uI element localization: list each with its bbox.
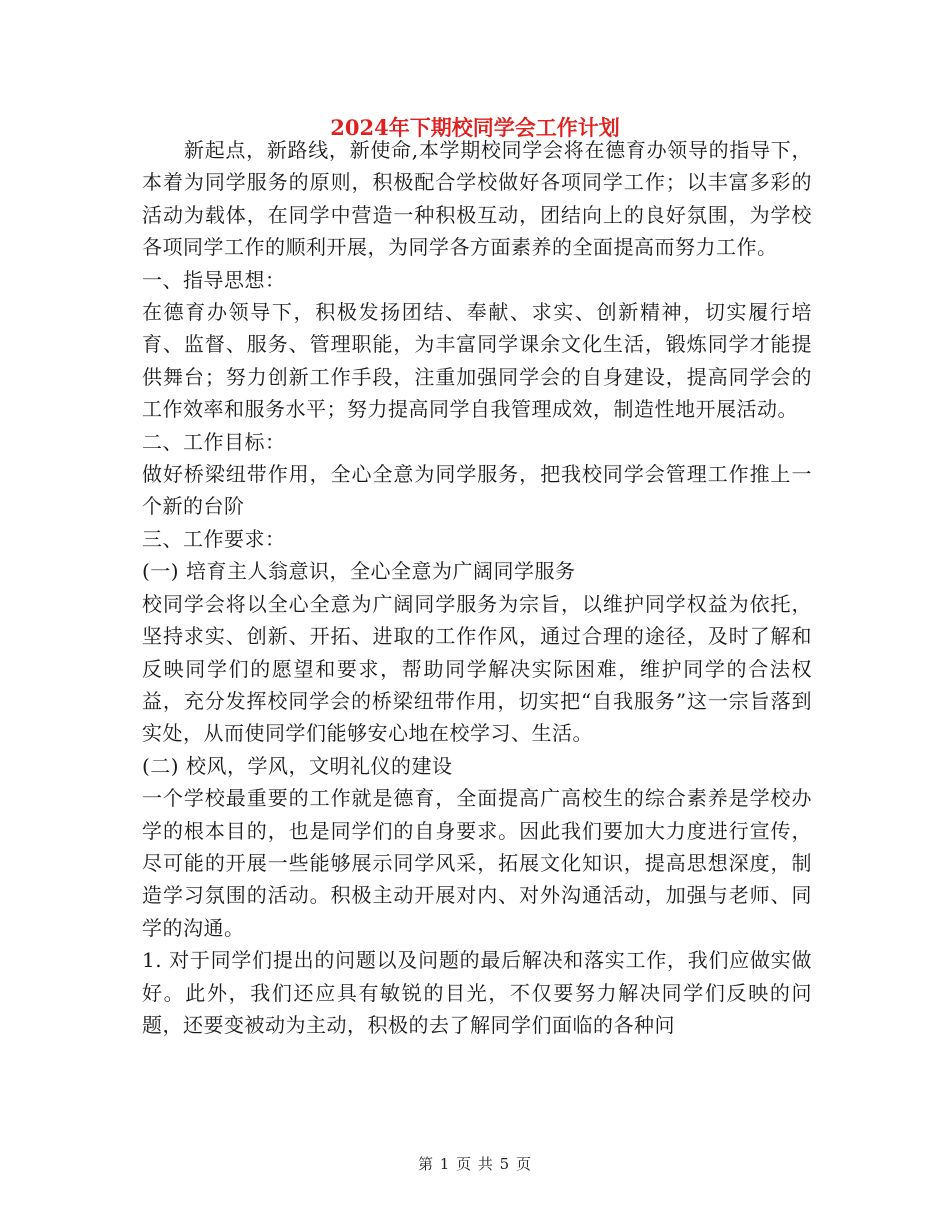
- section-heading-work-requirements: 三、工作要求：: [142, 526, 286, 551]
- page-footer: 第 1 页 共 5 页: [418, 1155, 532, 1173]
- subsection-heading-1: (一) 培育主人翁意识，全心全意为广阔同学服务: [142, 559, 576, 584]
- intro-paragraph: 新起点，新路线，新使命,本学期校同学会将在德育办领导的指导下，本着为同学服务的原则，积极配合学校做好各项同学工作；以丰富多彩的活动为载体，在同学中营造一种积极互动，团结向上的良好氛围，为学校各项同学工作的顺利开展，为同学各方面素养的全面提高而努力工作。: [142, 138, 812, 260]
- subsection-1-paragraph: 校同学会将以全心全意为广阔同学服务为宗旨，以维护同学权益为依托，坚持求实、创新、开拓、进取的工作作风，通过合理的途径，及时了解和反映同学们的愿望和要求，帮助同学解决实际困难，维护同学的合法权益，充分发挥校同学会的桥梁纽带作用，切实把“自我服务”这一宗旨落到实处，从而使同学们能够安心地在校学习、生活。: [142, 591, 812, 746]
- section-heading-guiding-thought: 一、指导思想：: [142, 267, 286, 292]
- subsection-heading-2: (二) 校风，学风，文明礼仪的建设: [142, 753, 453, 778]
- subsection-2-paragraph: 一个学校最重要的工作就是德育，全面提高广高校生的综合素养是学校办学的根本目的，也是同学们的自身要求。因此我们要加大力度进行宣传，尽可能的开展一些能够展示同学风采，拓展文化知识，提高思想深度，制造学习氛围的活动。积极主动开展对内、对外沟通活动，加强与老师、同学的沟通。: [142, 786, 812, 940]
- work-goal-paragraph: 做好桥梁纽带作用，全心全意为同学服务，把我校同学会管理工作推上一个新的台阶: [142, 462, 812, 519]
- document-title: 2024年下期校同学会工作计划: [330, 115, 620, 140]
- document-body: [142, 134, 812, 1041]
- guiding-thought-paragraph: 在德育办领导下，积极发扬团结、奉献、求实、创新精神，切实履行培育、监督、服务、管理职能，为丰富同学课余文化生活，锻炼同学才能提供舞台；努力创新工作手段，注重加强同学会的自身建设，提高同学会的工作效率和服务水平；努力提高同学自我管理成效，制造性地开展活动。: [142, 300, 812, 422]
- numbered-item-1: 1. 对于同学们提出的问题以及问题的最后解决和落实工作，我们应做实做好。此外，我们还应具有敏锐的目光，不仅要努力解决同学们反映的问题，还要变被动为主动，积极的去了解同学们面临的各种问: [142, 948, 812, 1037]
- section-heading-work-goal: 二、工作目标：: [142, 429, 286, 454]
